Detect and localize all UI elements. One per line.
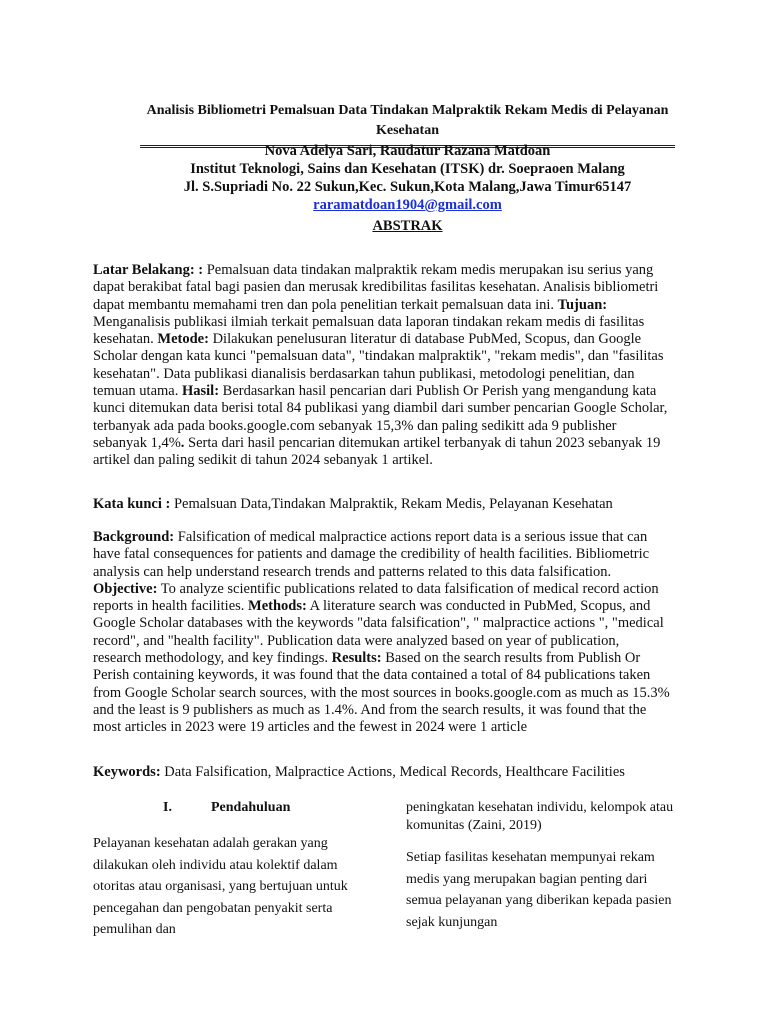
keywords-label: Keywords: bbox=[93, 764, 161, 780]
results-label: Results: bbox=[331, 650, 382, 667]
background-text: Falsification of medical malpractice actions report data is a serious issue that can have fatal consequences for patients and damage the credibility of health facilities. Bibliometric analysis can help understand research trends and patterns related to this data falsification. bbox=[93, 529, 650, 580]
kata-kunci bbox=[93, 496, 671, 513]
address: Jl. S.Supriadi No. 22 Sukun,Kec. Sukun,Kota Malang,Jawa Timur65147 bbox=[183, 179, 632, 195]
abstrak-paragraph bbox=[93, 262, 671, 470]
abstract-english bbox=[93, 529, 671, 737]
left-column bbox=[93, 833, 368, 941]
hasil-tail: Serta dari hasil pencarian ditemukan artikel terbanyak di tahun 2023 sebanyak 19 artikel dan paling sedikit di tahun 2024 sebanyak 1 artikel. bbox=[93, 434, 661, 469]
author-names: Nova Adelya Sari, Raudatur Razana Matdoan bbox=[264, 143, 551, 159]
hasil-text: Berdasarkan hasil pencarian dari Publish Or Perish yang mengandung kata kunci ditemukan data berisi total 84 publikasi yang diambil dari sumber pencarian Google Scholar, terbanyak ada pada books.google.com sebanyak 15,3% dan paling sedikitt ada 9 publisher sebanyak 1,4% bbox=[93, 383, 668, 451]
latar-text: Pemalsuan data tindakan malpraktik rekam medis merupakan isu serius yang dapat berakibat fatal bagi pasien dan merusak kredibilitas fasilitas kesehatan. Analisis bibliometri dapat membantu memahami tren dan pola penelitian terkait pemalsuan data ini. bbox=[93, 262, 659, 313]
intro-paragraph-right-2: Setiap fasilitas kesehatan mempunyai rekam medis yang merupakan bagian penting dari semua pelayanan yang diberikan kepada pasien sejak kunjungan bbox=[406, 850, 672, 930]
intro-paragraph-right-1: peningkatan kesehatan individu, kelompok atau komunitas (Zaini, 2019) bbox=[406, 800, 674, 833]
hasil-dot: . bbox=[180, 434, 185, 451]
keywords bbox=[93, 764, 671, 781]
methods-label: Methods: bbox=[248, 598, 307, 615]
abstrak-heading: ABSTRAK bbox=[372, 218, 443, 234]
objective-label: Objective: bbox=[93, 580, 158, 597]
methods-text: A literature search was conducted in PubMed, Scopus, and Google Scholar databases with the keywords "data falsification", " malpractice actions ", "medical record", and "health facility". Publication data were analyzed based on year of publication, research methodology, and key findings. bbox=[93, 598, 664, 667]
tujuan-text: Menganalisis publikasi ilmiah terkait pemalsuan data laporan tindakan rekam medis di fasilitas kesehatan. bbox=[93, 313, 645, 348]
kata-kunci-label: Kata kunci : bbox=[93, 496, 171, 512]
metode-text: Dilakukan penelusuran literatur di database PubMed, Scopus, dan Google Scholar dengan kata kunci "pemalsuan data", "tindakan malpraktik", "rekam medis", dan "fasilitas kesehatan". Data publikasi dianalisis berdasarkan tahun publikasi, metodologi penelitian, dan temuan utama. bbox=[93, 331, 664, 400]
section-title: Pendahuluan bbox=[211, 800, 291, 815]
metode-label: Metode: bbox=[157, 331, 209, 348]
intro-paragraph-left: Pelayanan kesehatan adalah gerakan yang dilakukan oleh individu atau kolektif dalam otoritas atau organisasi, yang bertujuan untuk pencegahan dan pengobatan penyakit serta pemulihan dan bbox=[93, 836, 348, 938]
objective-text: To analyze scientific publications related to data falsification of medical record action reports in health facilities. bbox=[93, 580, 659, 615]
hasil-label: Hasil: bbox=[181, 383, 220, 400]
section-heading-introduction bbox=[163, 800, 290, 816]
tujuan-label: Tujuan: bbox=[557, 296, 608, 313]
abstract-paragraph bbox=[93, 529, 671, 737]
latar-label: Latar Belakang: : bbox=[93, 262, 204, 278]
results-text: Based on the search results from Publish Or Perish containing keywords, it was found that the data contained a total of 84 publications taken from Google Scholar search sources, with the most sources in books.google.com as much as 15.3% and the least is 9 publishers as much as 1.4%. And from the search results, it was found that the most articles in 2023 were 19 articles and the fewest in 2024 were 1 article bbox=[93, 650, 670, 736]
email-link[interactable]: raramatdoan1904@gmail.com bbox=[313, 197, 502, 213]
paper-title: Analisis Bibliometri Pemalsuan Data Tindakan Malpraktik Rekam Medis di Pelayanan Kesehatan bbox=[140, 101, 675, 148]
kata-kunci-text: Pemalsuan Data,Tindakan Malpraktik, Rekam Medis, Pelayanan Kesehatan bbox=[170, 496, 613, 512]
background-label: Background: bbox=[93, 529, 175, 545]
right-column bbox=[406, 799, 681, 933]
affiliation: Institut Teknologi, Sains dan Kesehatan (ITSK) dr. Soepraoen Malang bbox=[190, 161, 625, 177]
section-number: I. bbox=[163, 800, 172, 815]
keywords-text: Data Falsification, Malpractice Actions, Medical Records, Healthcare Facilities bbox=[160, 764, 625, 780]
abstrak-indonesian bbox=[93, 262, 671, 470]
author-block bbox=[90, 142, 725, 214]
